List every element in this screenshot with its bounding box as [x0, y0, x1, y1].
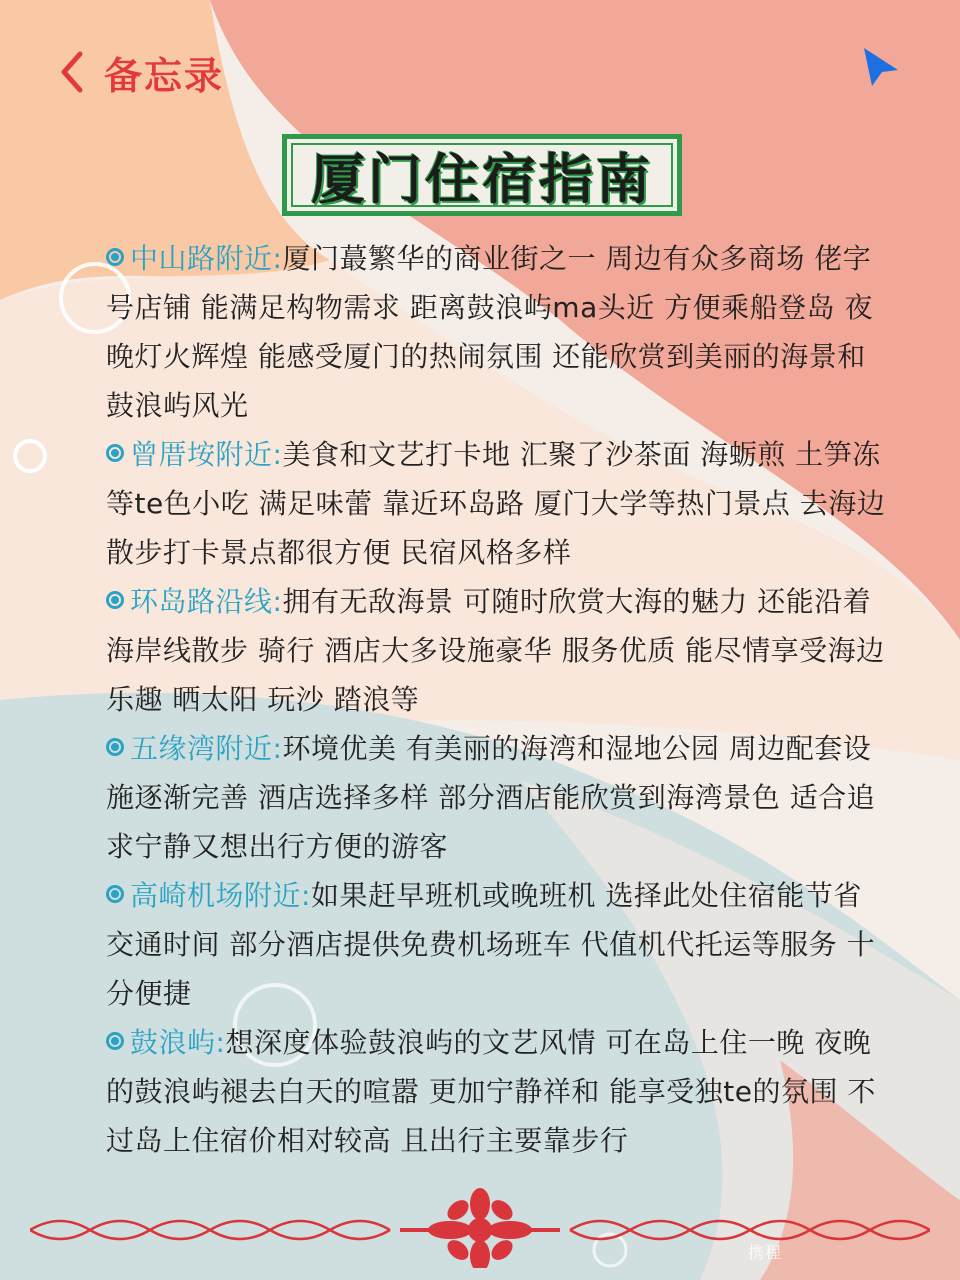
- section-gulangyu: [106, 1018, 886, 1165]
- top-bar: [56, 44, 224, 100]
- section-heading: 中山路附近:: [130, 242, 283, 275]
- knot-ornament-icon: [30, 1188, 930, 1268]
- watermark: 携程: [748, 1243, 783, 1262]
- circle-dot-icon: [106, 738, 124, 756]
- section-body: 环境优美 有美丽的海湾和湿地公园 周边配套设施逐渐完善 酒店选择多样 部分酒店能欣赏到海湾景色 适合追求宁静又想出行方便的游客: [106, 732, 876, 863]
- section-heading: 曾厝垵附近:: [130, 438, 283, 471]
- section-huandao-road: [106, 577, 886, 724]
- cursor-pointer-icon[interactable]: [858, 44, 904, 90]
- section-heading: 环岛路沿线:: [130, 585, 283, 618]
- back-button[interactable]: [56, 45, 224, 100]
- circle-dot-icon: [106, 444, 124, 462]
- section-body: 厦门蕞繁华的商业街之一 周边有众多商场 佬字号店铺 能满足构物需求 距离鼓浪屿ma头近 方便乘船登岛 夜晚灯火辉煌 能感受厦门的热闹氛围 还能欣赏到美丽的海景和鼓浪屿风光: [106, 242, 874, 422]
- section-wuyuan-bay: [106, 724, 886, 871]
- chevron-left-icon: [56, 48, 86, 96]
- section-body: 想深度体验鼓浪屿的文艺风情 可在岛上住一晚 夜晚的鼓浪屿褪去白天的喧嚣 更加宁静祥和 能享受独te的氛围 不过岛上住宿价相对较高 且出行主要靠步行: [106, 1026, 876, 1157]
- guide-content: [106, 234, 886, 1165]
- section-heading: 鼓浪屿:: [130, 1026, 226, 1059]
- section-zengcuoan: [106, 430, 886, 577]
- circle-dot-icon: [106, 1032, 124, 1050]
- page-title: 厦门住宿指南: [311, 147, 653, 211]
- section-heading: 高崎机场附近:: [130, 879, 311, 912]
- section-body: 拥有无敌海景 可随时欣赏大海的魅力 还能沿着海岸线散步 骑行 酒店大多设施豪华 服务优质 能尽情享受海边乐趣 晒太阳 玩沙 踏浪等: [106, 585, 885, 716]
- section-zhongshan-road: [106, 234, 886, 430]
- section-body: 如果赶早班机或晚班机 选择此处住宿能节省交通时间 部分酒店提供免费机场班车 代值机代托运等服务 十分便捷: [106, 879, 876, 1010]
- circle-dot-icon: [106, 248, 124, 266]
- back-label: 备忘录: [104, 53, 225, 98]
- section-heading: 五缘湾附近:: [130, 732, 283, 765]
- title-box: [282, 134, 682, 216]
- section-gaoqi-airport: [106, 871, 886, 1018]
- section-body: 美食和文艺打卡地 汇聚了沙茶面 海蛎煎 土笋冻等te色小吃 满足味蕾 靠近环岛路 厦门大学等热门景点 去海边散步打卡景点都很方便 民宿风格多样: [106, 438, 886, 569]
- circle-dot-icon: [106, 885, 124, 903]
- circle-dot-icon: [106, 591, 124, 609]
